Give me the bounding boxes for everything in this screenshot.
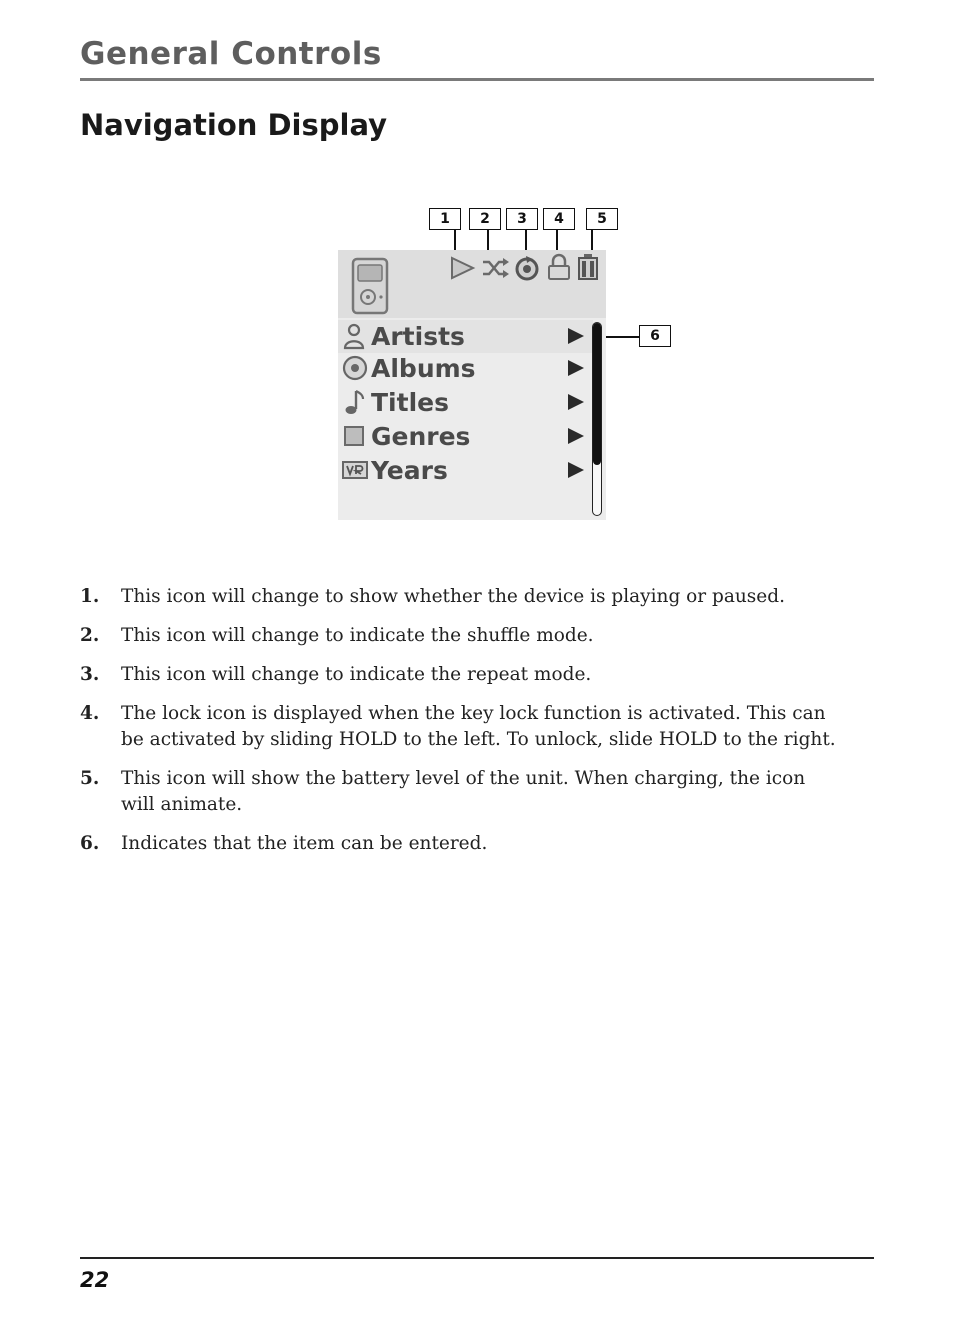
item-text: This icon will change to show whether the device is playing or paused. (121, 586, 785, 607)
item-text: This icon will show the battery level of the unit. When charging, the icon will animate. (121, 768, 806, 815)
title-rule (80, 78, 874, 81)
list-item (80, 701, 840, 753)
scrollbar[interactable] (592, 322, 602, 516)
item-text: Indicates that the item can be entered. (121, 833, 488, 854)
section-title: General Controls (80, 36, 382, 72)
menu-item-label: Albums (371, 354, 476, 383)
repeat-icon (513, 254, 541, 282)
disc-icon (341, 354, 369, 382)
item-number: 5. (80, 768, 100, 789)
callout-3: 3 (506, 208, 538, 230)
device-icon (351, 257, 391, 315)
menu-item-years[interactable] (338, 454, 593, 487)
menu-item-genres[interactable] (338, 420, 593, 453)
device-screen (338, 250, 606, 520)
square-icon (341, 422, 369, 450)
enter-arrow-icon (568, 462, 584, 478)
item-list (80, 584, 840, 870)
page-heading: Navigation Display (80, 108, 388, 142)
menu-item-artists[interactable] (338, 320, 593, 353)
item-number: 3. (80, 664, 100, 685)
item-number: 6. (80, 833, 100, 854)
menu-item-label: Artists (371, 322, 465, 351)
item-text: This icon will change to indicate the shuffle mode. (121, 625, 594, 646)
list-item (80, 623, 840, 649)
scrollbar-thumb[interactable] (593, 323, 601, 465)
music-note-icon (341, 388, 369, 416)
item-text: The lock icon is displayed when the key lock function is activated. This can be activated by sliding HOLD to the left. To unlock, slide HOLD to the right. (121, 703, 836, 750)
callout-2: 2 (469, 208, 501, 230)
item-text: This icon will change to indicate the repeat mode. (121, 664, 592, 685)
list-item (80, 662, 840, 688)
year-badge-icon (341, 456, 369, 484)
list-item (80, 766, 840, 818)
page-number: 22 (80, 1268, 110, 1292)
list-item (80, 584, 840, 610)
item-number: 4. (80, 703, 100, 724)
play-icon (448, 255, 476, 281)
menu-item-label: Genres (371, 422, 471, 451)
callout-1: 1 (429, 208, 461, 230)
enter-arrow-icon (568, 394, 584, 410)
menu-item-label: Titles (371, 388, 449, 417)
person-icon (341, 322, 369, 350)
status-bar (338, 250, 606, 318)
item-number: 1. (80, 586, 100, 607)
callout-4: 4 (543, 208, 575, 230)
callout-6: 6 (639, 325, 671, 347)
battery-icon (576, 253, 600, 281)
menu-item-titles[interactable] (338, 386, 593, 419)
lock-icon (546, 253, 572, 281)
item-number: 2. (80, 625, 100, 646)
menu-item-albums[interactable] (338, 352, 593, 385)
enter-arrow-icon (568, 328, 584, 344)
list-item (80, 831, 840, 857)
shuffle-icon (480, 256, 510, 280)
enter-arrow-icon (568, 428, 584, 444)
footer-rule (80, 1257, 874, 1259)
enter-arrow-icon (568, 360, 584, 376)
menu-item-label: Years (371, 456, 448, 485)
callout-5: 5 (586, 208, 618, 230)
